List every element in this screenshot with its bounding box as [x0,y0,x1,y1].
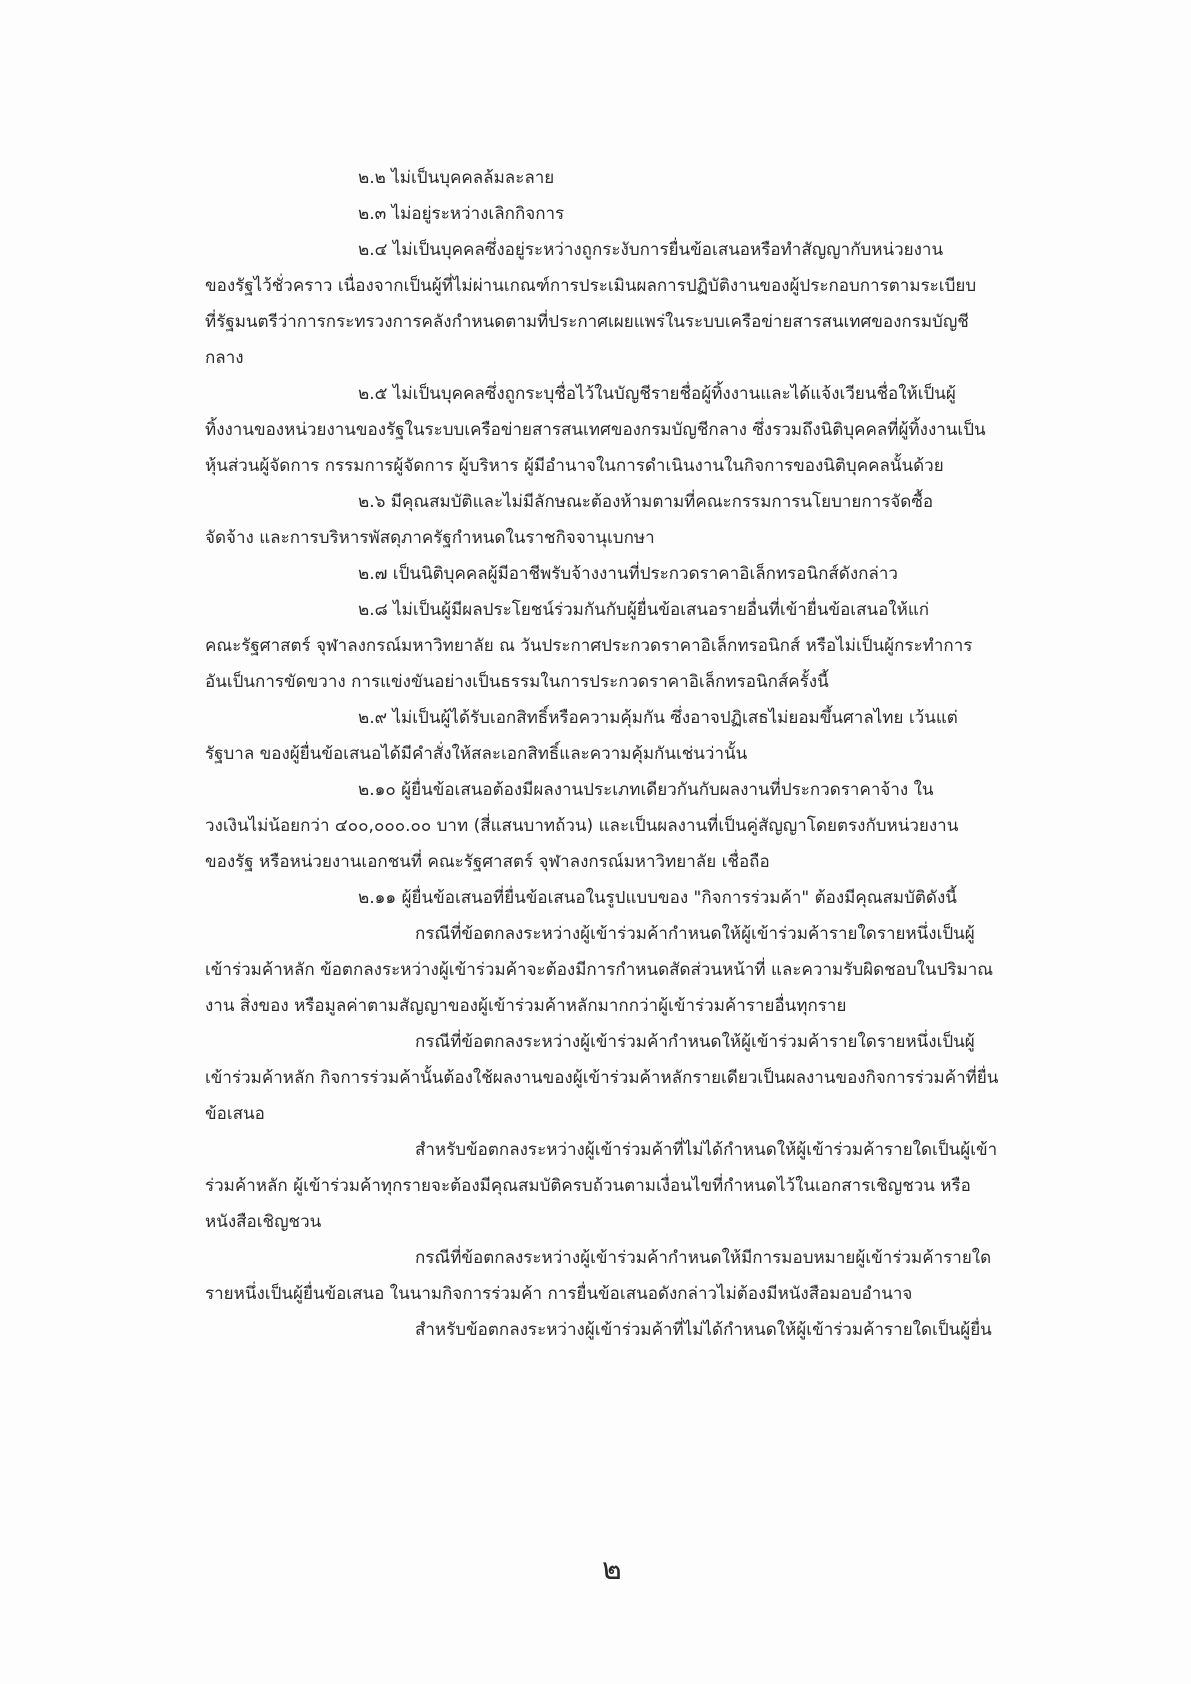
sub-paragraph: กรณีที่ข้อตกลงระหว่างผู้เข้าร่วมค้ากำหนดให้มีการมอบหมายผู้เข้าร่วมค้ารายใด [415,1248,992,1268]
text-line: หุ้นส่วนผู้จัดการ กรรมการผู้จัดการ ผู้บริหาร ผู้มีอำนาจในการดำเนินงานในกิจการของนิติบุคคลนั้นด้วย [205,456,944,476]
clause-2-3: ๒.๓ ไม่อยู่ระหว่างเลิกกิจการ [358,204,565,224]
clause-2-2: ๒.๒ ไม่เป็นบุคคลล้มละลาย [358,168,555,188]
sub-paragraph: กรณีที่ข้อตกลงระหว่างผู้เข้าร่วมค้ากำหนดให้ผู้เข้าร่วมค้ารายใดรายหนึ่งเป็นผู้ [415,1032,975,1052]
text-line: วงเงินไม่น้อยกว่า ๔๐๐,๐๐๐.๐๐ บาท (สี่แสนบาทถ้วน) และเป็นผลงานที่เป็นคู่สัญญาโดยตรงกับหน่วยงาน [205,816,959,836]
sub-paragraph: กรณีที่ข้อตกลงระหว่างผู้เข้าร่วมค้ากำหนดให้ผู้เข้าร่วมค้ารายใดรายหนึ่งเป็นผู้ [415,924,975,944]
text-line: รายหนึ่งเป็นผู้ยื่นข้อเสนอ ในนามกิจการร่วมค้า การยื่นข้อเสนอดังกล่าวไม่ต้องมีหนังสือมอบอำนาจ [205,1284,913,1304]
text-line: จัดจ้าง และการบริหารพัสดุภาครัฐกำหนดในราชกิจจานุเบกษา [205,528,655,548]
clause-2-4: ๒.๔ ไม่เป็นบุคคลซึ่งอยู่ระหว่างถูกระงับการยื่นข้อเสนอหรือทำสัญญากับหน่วยงาน [358,240,944,260]
text-line: งาน สิ่งของ หรือมูลค่าตามสัญญาของผู้เข้าร่วมค้าหลักมากกว่าผู้เข้าร่วมค้ารายอื่นทุกราย [205,996,847,1016]
text-line: ร่วมค้าหลัก ผู้เข้าร่วมค้าทุกรายจะต้องมีคุณสมบัติครบถ้วนตามเงื่อนไขที่กำหนดไว้ในเอกสารเชิญชวน หรือ [205,1176,971,1196]
clause-2-11: ๒.๑๑ ผู้ยื่นข้อเสนอที่ยื่นข้อเสนอในรูปแบบของ "กิจการร่วมค้า" ต้องมีคุณสมบัติดังนี้ [358,888,957,908]
text-line: หนังสือเชิญชวน [205,1212,322,1232]
text-line: ข้อเสนอ [205,1104,265,1124]
document-body [205,160,1080,1348]
text-line: อันเป็นการขัดขวาง การแข่งขันอย่างเป็นธรรมในการประกวดราคาอิเล็กทรอนิกส์ครั้งนี้ [205,672,829,692]
clause-2-6: ๒.๖ มีคุณสมบัติและไม่มีลักษณะต้องห้ามตามที่คณะกรรมการนโยบายการจัดซื้อ [358,492,934,512]
text-line: ทิ้งงานของหน่วยงานของรัฐในระบบเครือข่ายสารสนเทศของกรมบัญชีกลาง ซึ่งรวมถึงนิติบุคคลที่ผู้ทิ้งงานเป็น [205,420,986,440]
text-line: เข้าร่วมค้าหลัก ข้อตกลงระหว่างผู้เข้าร่วมค้าจะต้องมีการกำหนดสัดส่วนหน้าที่ และความรับผิดชอบในปริมาณ [205,960,994,980]
sub-paragraph: สำหรับข้อตกลงระหว่างผู้เข้าร่วมค้าที่ไม่ได้กำหนดให้ผู้เข้าร่วมค้ารายใดเป็นผู้เข้า [415,1140,998,1160]
text-line: ของรัฐ หรือหน่วยงานเอกชนที่ คณะรัฐศาสตร์ จุฬาลงกรณ์มหาวิทยาลัย เชื่อถือ [205,852,770,872]
sub-paragraph: สำหรับข้อตกลงระหว่างผู้เข้าร่วมค้าที่ไม่ได้กำหนดให้ผู้เข้าร่วมค้ารายใดเป็นผู้ยื่น [415,1320,992,1340]
text-line: กลาง [205,348,244,368]
clause-2-5: ๒.๕ ไม่เป็นบุคคลซึ่งถูกระบุชื่อไว้ในบัญชีรายชื่อผู้ทิ้งงานและได้แจ้งเวียนชื่อให้เป็นผู้ [358,384,956,404]
text-line: ที่รัฐมนตรีว่าการกระทรวงการคลังกำหนดตามที่ประกาศเผยแพร่ในระบบเครือข่ายสารสนเทศของกรมบัญชี [205,312,969,332]
clause-2-10: ๒.๑๐ ผู้ยื่นข้อเสนอต้องมีผลงานประเภทเดียวกันกับผลงานที่ประกวดราคาจ้าง ใน [358,780,934,800]
page-number: ๒ [602,1552,622,1587]
text-line: ของรัฐไว้ชั่วคราว เนื่องจากเป็นผู้ที่ไม่ผ่านเกณฑ์การประเมินผลการปฏิบัติงานของผู้ประกอบการตามระเบียบ [205,276,977,296]
text-line: รัฐบาล ของผู้ยื่นข้อเสนอได้มีคำสั่งให้สละเอกสิทธิ์และความคุ้มกันเช่นว่านั้น [205,744,748,764]
clause-2-9: ๒.๙ ไม่เป็นผู้ได้รับเอกสิทธิ์หรือความคุ้มกัน ซึ่งอาจปฏิเสธไม่ยอมขึ้นศาลไทย เว้นแต่ [358,708,958,728]
text-line: คณะรัฐศาสตร์ จุฬาลงกรณ์มหาวิทยาลัย ณ วันประกาศประกวดราคาอิเล็กทรอนิกส์ หรือไม่เป็นผู้กระทำการ [205,636,973,656]
text-line: เข้าร่วมค้าหลัก กิจการร่วมค้านั้นต้องใช้ผลงานของผู้เข้าร่วมค้าหลักรายเดียวเป็นผลงานของกิจการร่วมค้าที่ยื่น [205,1068,999,1088]
clause-2-7: ๒.๗ เป็นนิติบุคคลผู้มีอาชีพรับจ้างงานที่ประกวดราคาอิเล็กทรอนิกส์ดังกล่าว [358,564,898,584]
clause-2-8: ๒.๘ ไม่เป็นผู้มีผลประโยชน์ร่วมกันกับผู้ยื่นข้อเสนอรายอื่นที่เข้ายื่นข้อเสนอให้แก่ [358,600,930,620]
